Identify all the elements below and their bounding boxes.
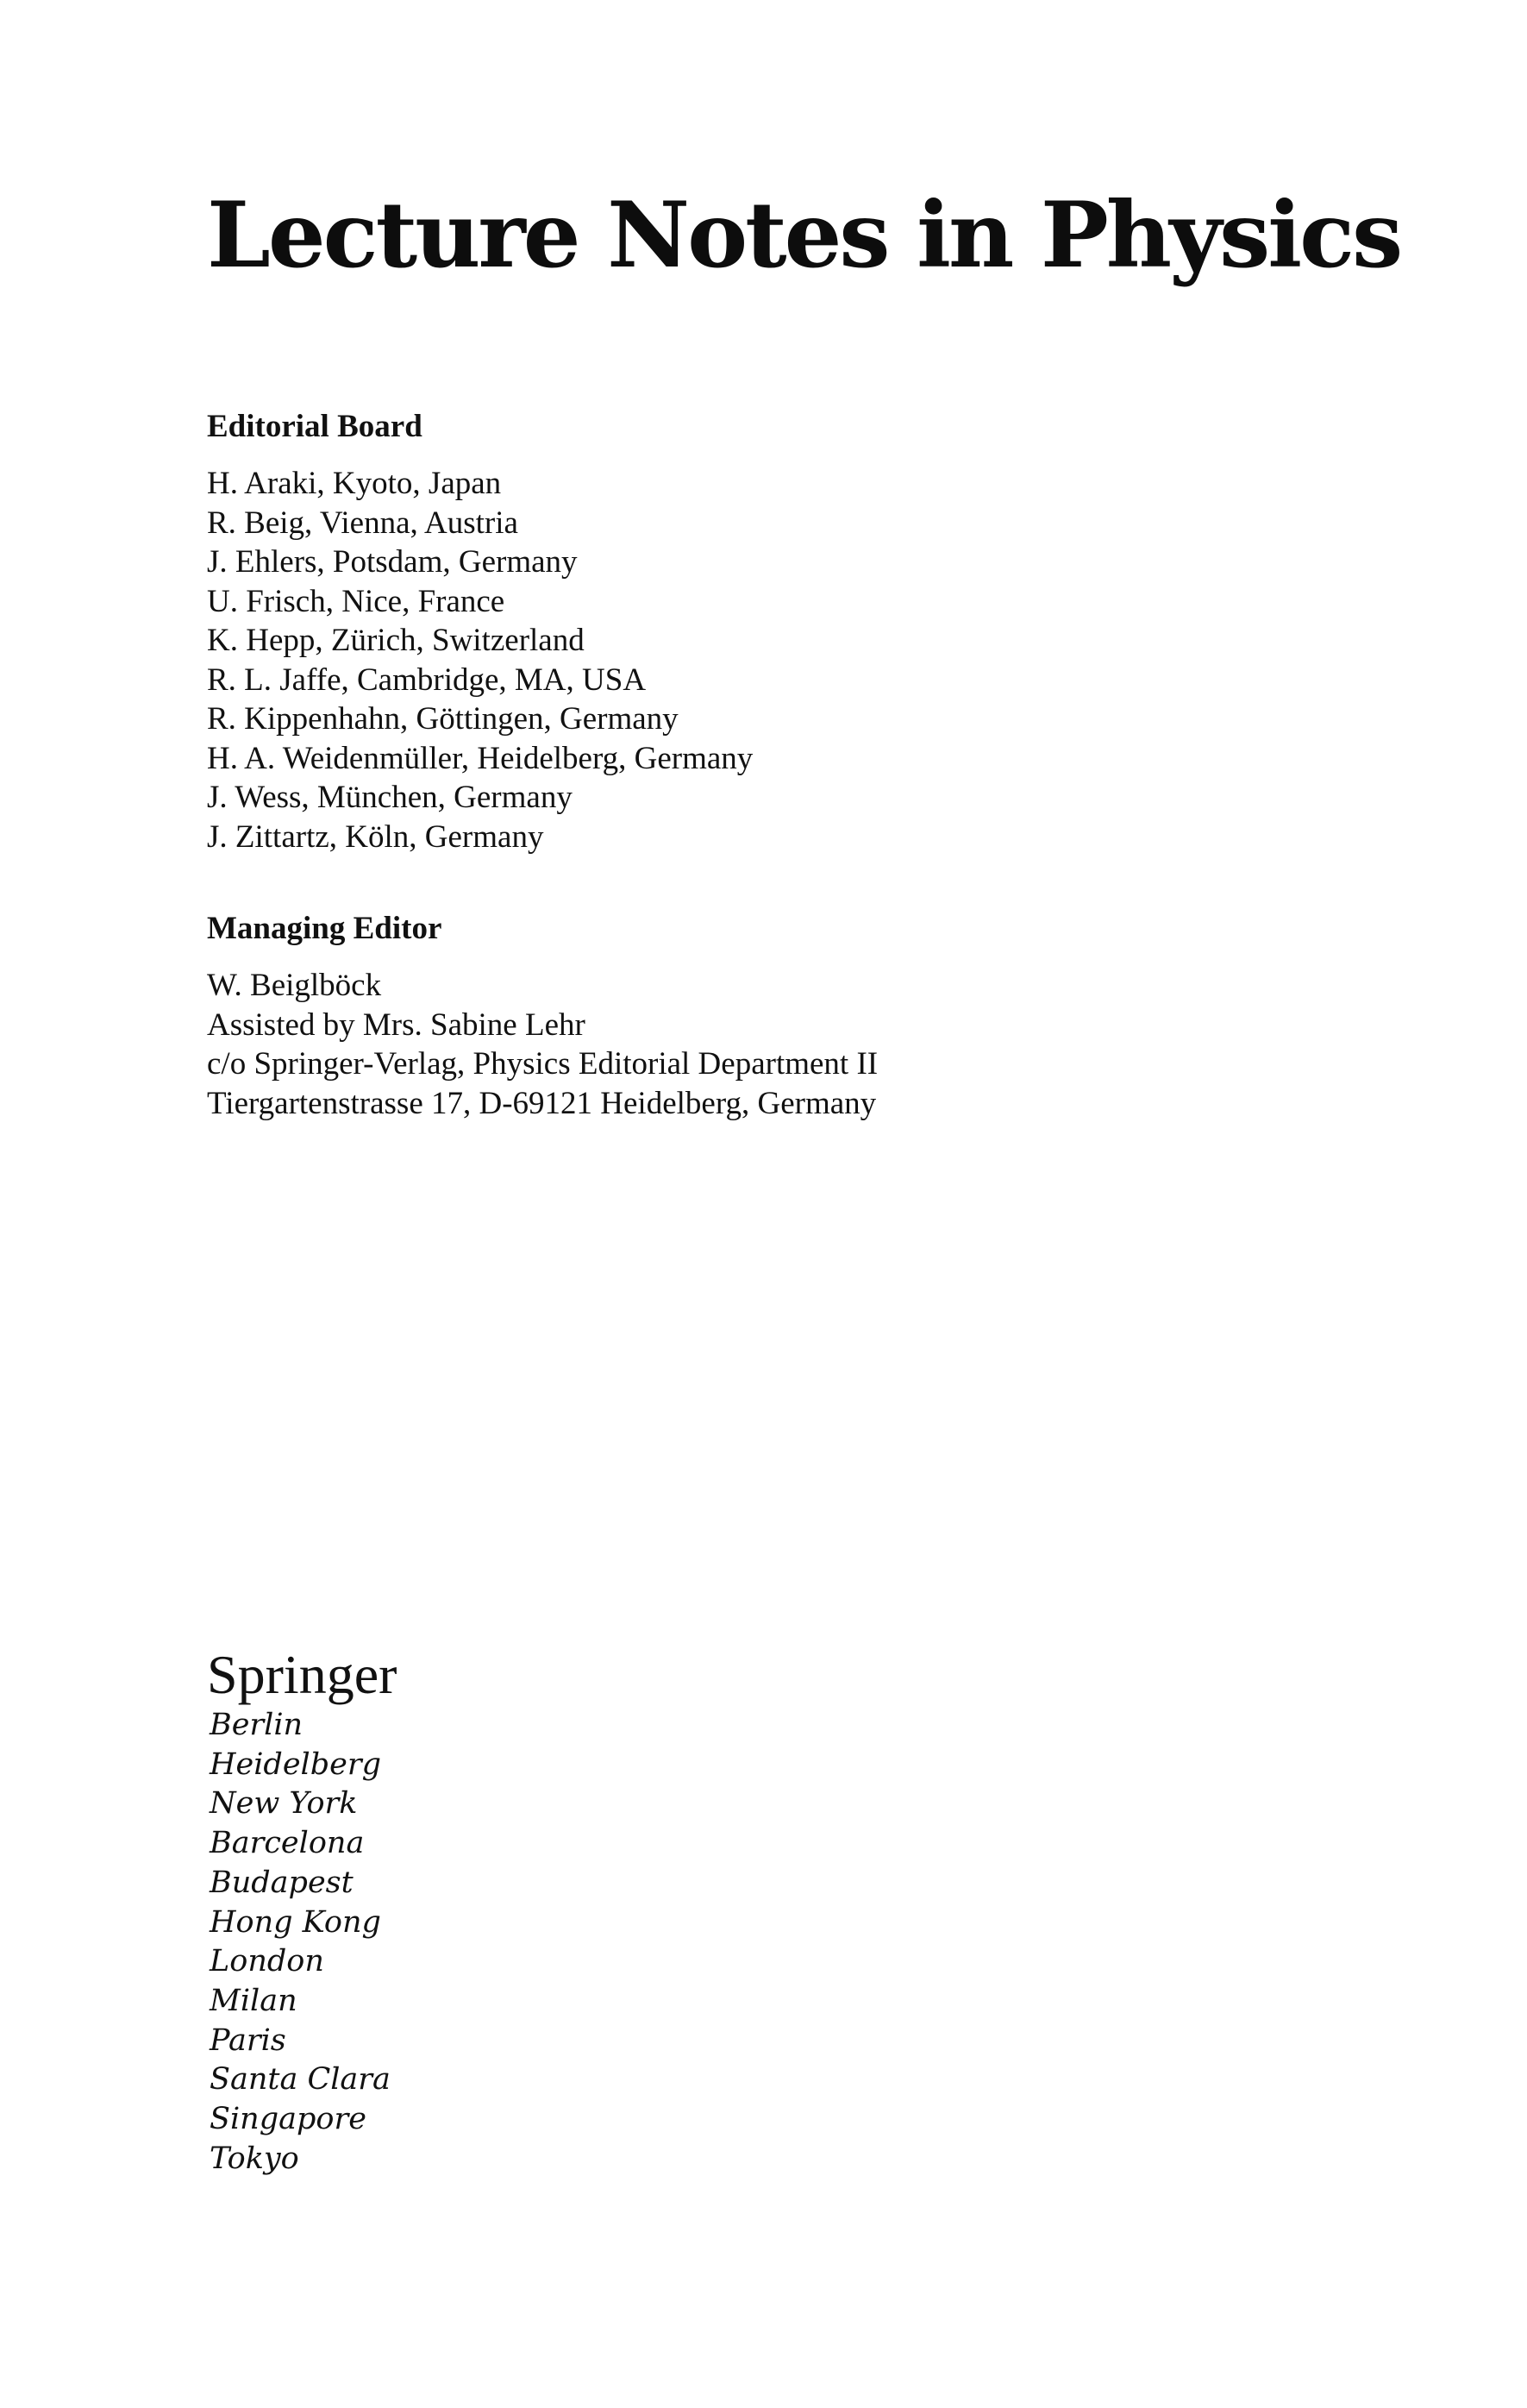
publisher-city: Barcelona bbox=[210, 1826, 365, 1861]
board-member: U. Frisch, Nice, France bbox=[207, 583, 505, 619]
board-member: H. Araki, Kyoto, Japan bbox=[207, 466, 502, 501]
publisher-city: Tokyo bbox=[210, 2141, 299, 2176]
managing-editor-details bbox=[207, 966, 878, 1123]
publisher-block bbox=[207, 1644, 397, 2179]
editorial-board-list bbox=[207, 464, 753, 856]
board-member: R. Beig, Vienna, Austria bbox=[207, 505, 518, 541]
managing-editor-name: W. Beiglböck bbox=[207, 968, 382, 1003]
publisher-city: Santa Clara bbox=[210, 2062, 391, 2098]
publisher-city: Berlin bbox=[210, 1708, 304, 1742]
publisher-city: Milan bbox=[210, 1983, 297, 2018]
publisher-city: Hong Kong bbox=[210, 1904, 381, 1940]
board-member: J. Zittartz, Köln, Germany bbox=[207, 818, 544, 855]
managing-editor-department: c/o Springer-Verlag, Physics Editorial Department II bbox=[207, 1046, 879, 1082]
editorial-board-section bbox=[207, 407, 753, 856]
publisher-city: Heidelberg bbox=[210, 1746, 381, 1782]
board-member: H. A. Weidenmüller, Heidelberg, Germany bbox=[207, 740, 754, 776]
publisher-city: New York bbox=[210, 1786, 358, 1822]
board-member: R. Kippenhahn, Göttingen, Germany bbox=[207, 701, 679, 737]
series-title: Lecture Notes in Physics bbox=[207, 181, 1401, 288]
board-member: K. Hepp, Zürich, Switzerland bbox=[207, 623, 585, 658]
publisher-city: London bbox=[210, 1944, 324, 1979]
board-member: R. L. Jaffe, Cambridge, MA, USA bbox=[207, 662, 647, 698]
managing-editor-assistant: Assisted by Mrs. Sabine Lehr bbox=[207, 1006, 585, 1043]
publisher-city: Singapore bbox=[210, 2102, 366, 2137]
publisher-city: Budapest bbox=[210, 1865, 354, 1900]
publisher-city: Paris bbox=[210, 2022, 286, 2058]
managing-editor-heading: Managing Editor bbox=[207, 911, 442, 946]
publisher-name: Springer bbox=[207, 1644, 397, 1705]
board-member: J. Ehlers, Potsdam, Germany bbox=[207, 544, 578, 580]
managing-editor-section bbox=[207, 909, 878, 1123]
board-member: J. Wess, München, Germany bbox=[207, 780, 573, 815]
publisher-city-list bbox=[210, 1706, 397, 2179]
editorial-board-heading: Editorial Board bbox=[207, 409, 422, 444]
managing-editor-address: Tiergartenstrasse 17, D-69121 Heidelberg, Germany bbox=[207, 1085, 877, 1121]
